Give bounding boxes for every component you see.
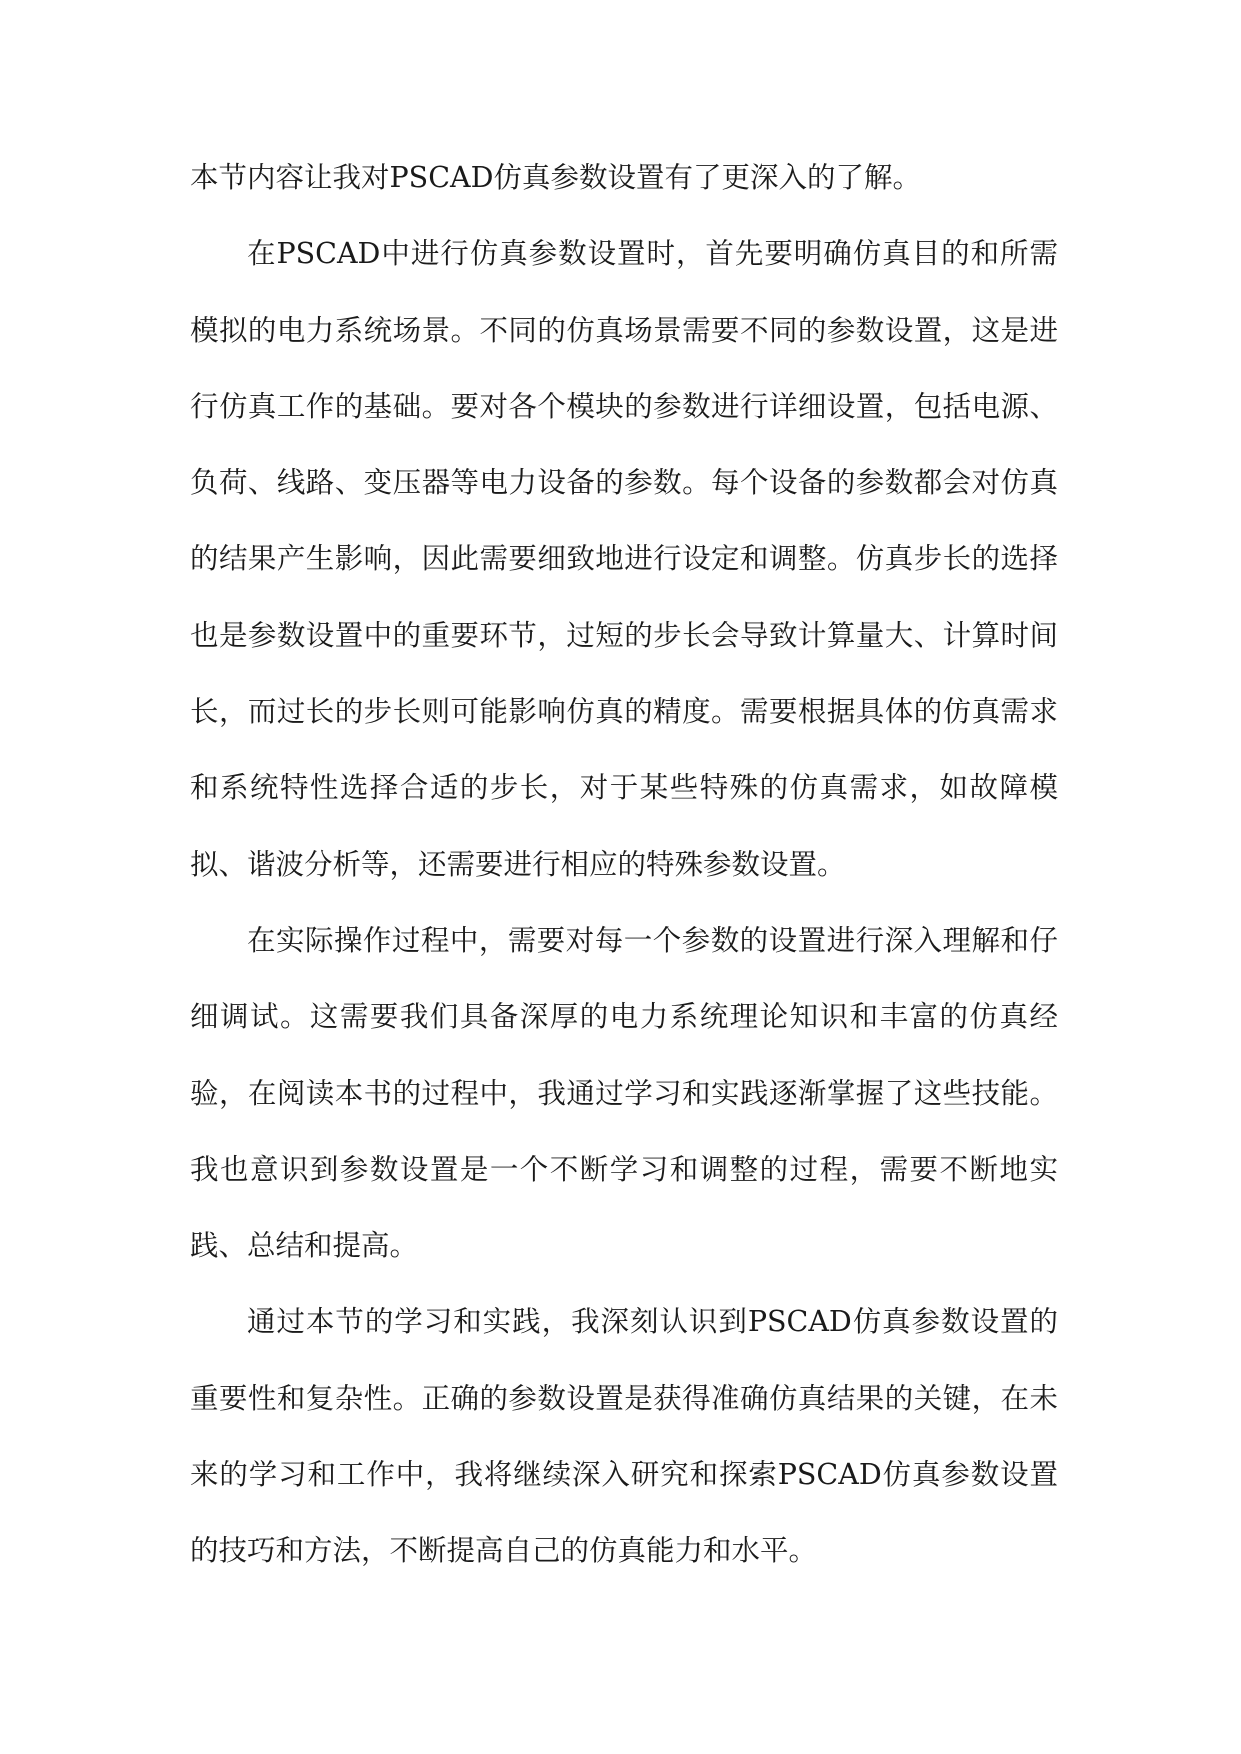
- document-body: [190, 140, 1058, 1590]
- paragraph-continued: 本节内容让我对PSCAD仿真参数设置有了更深入的了解。: [190, 161, 921, 194]
- paragraph-practical-operation: 在实际操作过程中，需要对每一个参数的设置进行深入理解和仔细调试。这需要我们具备深厚的电力系统理论知识和丰富的仿真经验，在阅读本书的过程中，我通过学习和实践逐渐掌握了这些技能。我也意识到参数设置是一个不断学习和调整的过程，需要不断地实践、总结和提高。: [190, 923, 1058, 1263]
- paragraph-conclusion: 通过本节的学习和实践，我深刻认识到PSCAD仿真参数设置的重要性和复杂性。正确的参数设置是获得准确仿真结果的关键，在未来的学习和工作中，我将继续深入研究和探索PSCAD仿真参数设置的技巧和方法，不断提高自己的仿真能力和水平。: [190, 1305, 1058, 1568]
- paragraph-simulation-setup: 在PSCAD中进行仿真参数设置时，首先要明确仿真目的和所需模拟的电力系统场景。不同的仿真场景需要不同的参数设置，这是进行仿真工作的基础。要对各个模块的参数进行详细设置，包括电源、负荷、线路、变压器等电力设备的参数。每个设备的参数都会对仿真的结果产生影响，因此需要细致地进行设定和调整。仿真步长的选择也是参数设置中的重要环节，过短的步长会导致计算量大、计算时间长，而过长的步长则可能影响仿真的精度。需要根据具体的仿真需求和系统特性选择合适的步长，对于某些特殊的仿真需求，如故障模拟、谐波分析等，还需要进行相应的特殊参数设置。: [190, 237, 1058, 881]
